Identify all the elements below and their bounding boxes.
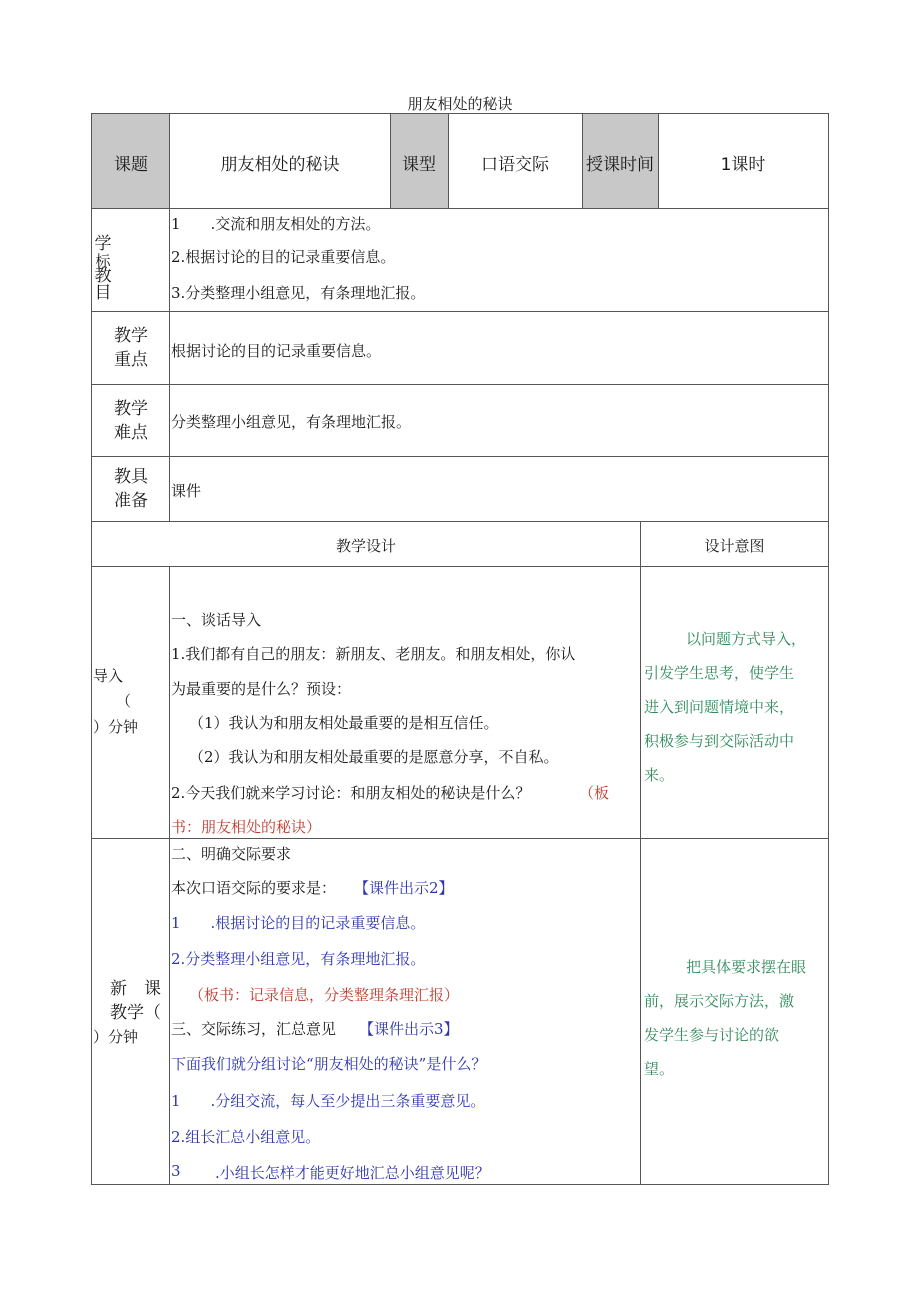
difficulty-label-1: 教学 bbox=[114, 399, 148, 419]
row-divider bbox=[91, 208, 829, 209]
intro-label-1: 导入 bbox=[93, 667, 124, 685]
lesson-intent-line: 望。 bbox=[644, 1060, 675, 1078]
column-design: 教学设计 bbox=[335, 537, 396, 555]
intro-line: 为最重要的是什么？预设： bbox=[171, 680, 352, 698]
intro-line: （2）我认为和朋友相处最重要的是愿意分享，不自私。 bbox=[189, 748, 559, 766]
lesson-line: 3 bbox=[171, 1162, 181, 1180]
objective-item: 2.根据讨论的目的记录重要信息。 bbox=[171, 248, 396, 266]
new-lesson-label-1: 新 课 bbox=[110, 979, 161, 999]
new-lesson-label-3: ）分钟 bbox=[93, 1028, 139, 1046]
label-time: 授课时间 bbox=[586, 155, 654, 175]
difficulty-text: 分类整理小组意见，有条理地汇报。 bbox=[171, 413, 412, 431]
column-intent: 设计意图 bbox=[704, 537, 765, 555]
objectives-label-4: 目 bbox=[94, 283, 112, 303]
intro-label-2: （ bbox=[116, 692, 132, 710]
tools-label-1: 教具 bbox=[114, 467, 148, 487]
row-divider bbox=[91, 838, 829, 839]
time-value: 1课时 bbox=[720, 155, 766, 175]
row-divider bbox=[91, 521, 829, 522]
col-divider bbox=[169, 566, 170, 1184]
lesson-line: 1 .根据讨论的目的记录重要信息。 bbox=[171, 914, 426, 932]
lesson-line: 2.组长汇总小组意见。 bbox=[171, 1128, 321, 1146]
lesson-line: 本次口语交际的要求是： bbox=[171, 879, 337, 897]
intro-intent-line: 引发学生思考，使学生 bbox=[644, 664, 795, 682]
lesson-intent-line: 发学生参与讨论的欲 bbox=[644, 1026, 780, 1044]
objectives-label-2: 标 bbox=[95, 252, 111, 270]
lesson-board-note: （板书：记录信息，分类整理条理汇报） bbox=[189, 986, 460, 1004]
difficulty-label-2: 难点 bbox=[114, 423, 148, 443]
lesson-line: 二、明确交际要求 bbox=[171, 845, 292, 863]
lesson-line: 三、交际练习，汇总意见 bbox=[171, 1020, 337, 1038]
courseware-tag: 【课件出示2】 bbox=[354, 879, 454, 897]
table-border-bottom bbox=[91, 1184, 829, 1185]
intro-line: 一、谈话导入 bbox=[171, 611, 262, 629]
intro-intent-line: 以问题方式导入， bbox=[686, 630, 807, 648]
type-value: 口语交际 bbox=[481, 155, 549, 175]
tools-text: 课件 bbox=[171, 482, 202, 500]
intro-board-note: 书：朋友相处的秘诀） bbox=[171, 818, 322, 836]
table-border-left bbox=[91, 113, 92, 1185]
key-point-label-1: 教学 bbox=[114, 326, 148, 346]
row-divider bbox=[91, 456, 829, 457]
lesson-intent-line: 把具体要求摆在眼 bbox=[686, 958, 807, 976]
intro-line: 2.今天我们就来学习讨论：和朋友相处的秘诀是什么？ bbox=[171, 784, 531, 802]
objectives-label-3: 教 bbox=[94, 266, 112, 286]
courseware-tag: 【课件出示3】 bbox=[359, 1020, 459, 1038]
objective-item: 1 .交流和朋友相处的方法。 bbox=[171, 215, 381, 233]
lesson-line: .小组长怎样才能更好地汇总小组意见呢？ bbox=[185, 1164, 490, 1182]
objectives-label-1: 学 bbox=[94, 234, 112, 254]
objective-item: 3.分类整理小组意见，有条理地汇报。 bbox=[171, 284, 426, 302]
row-divider bbox=[91, 311, 829, 312]
intro-line: （1）我认为和朋友相处最重要的是相互信任。 bbox=[189, 714, 499, 732]
key-point-label-2: 重点 bbox=[114, 350, 148, 370]
key-point-text: 根据讨论的目的记录重要信息。 bbox=[171, 342, 382, 360]
intro-label-3: ）分钟 bbox=[93, 718, 139, 736]
label-type: 课型 bbox=[402, 155, 436, 175]
lesson-intent-line: 前，展示交际方法，激 bbox=[644, 992, 795, 1010]
intro-intent-line: 来。 bbox=[644, 766, 675, 784]
intro-board-note: （板 bbox=[579, 784, 610, 802]
lesson-line: 2.分类整理小组意见，有条理地汇报。 bbox=[171, 950, 426, 968]
table-border-right bbox=[828, 113, 829, 1185]
tools-label-2: 准备 bbox=[114, 491, 148, 511]
table-border-top bbox=[91, 113, 829, 114]
row-divider bbox=[91, 566, 829, 567]
label-topic: 课题 bbox=[114, 155, 148, 175]
col-divider bbox=[640, 521, 641, 1184]
topic-value: 朋友相处的秘诀 bbox=[220, 155, 340, 175]
intro-intent-line: 积极参与到交际活动中 bbox=[644, 732, 795, 750]
intro-intent-line: 进入到问题情境中来， bbox=[644, 698, 795, 716]
intro-line: 1.我们都有自己的朋友：新朋友、老朋友。和朋友相处，你认 bbox=[171, 645, 576, 663]
row-divider bbox=[91, 384, 829, 385]
lesson-line: 下面我们就分组讨论“朋友相处的秘诀”是什么？ bbox=[171, 1055, 487, 1073]
page-title: 朋友相处的秘诀 bbox=[407, 95, 513, 113]
new-lesson-label-2: 教学（ bbox=[110, 1003, 161, 1023]
lesson-line: 1 .分组交流，每人至少提出三条重要意见。 bbox=[171, 1092, 486, 1110]
